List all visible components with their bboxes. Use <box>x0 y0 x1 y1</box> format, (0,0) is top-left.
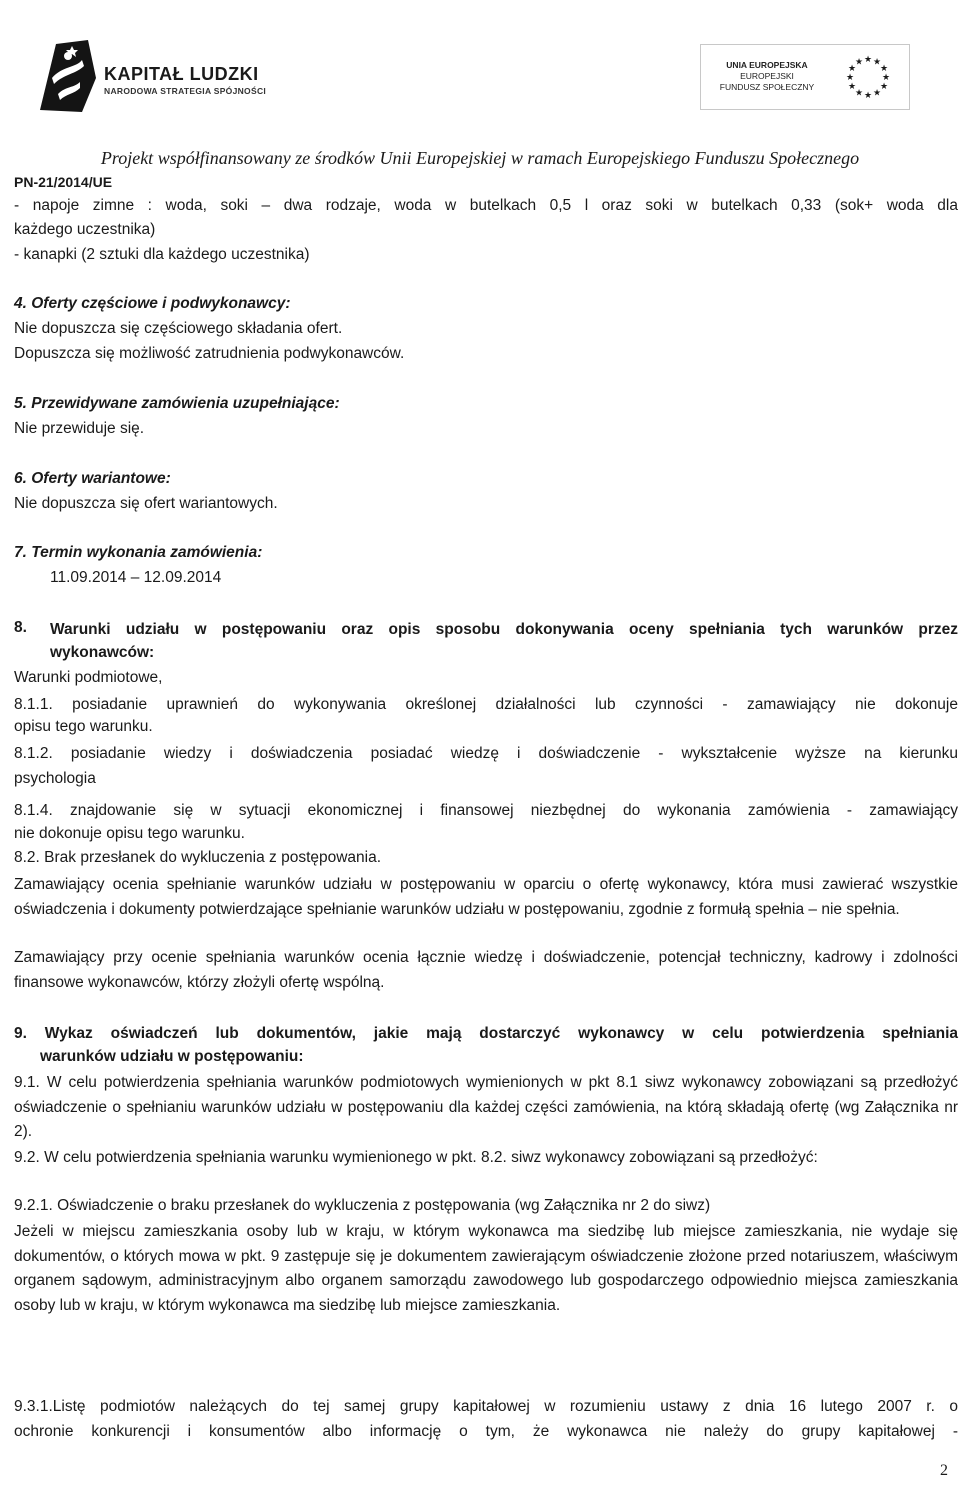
condition-812-line1: 8.1.2. posiadanie wiedzy i doświadczenia posiadać wiedzę i doświadczenie - wykształcenie wyższe na kierunku <box>14 745 958 762</box>
svg-text:★: ★ <box>872 88 882 99</box>
eu-logo-line1: UNIA EUROPEJSKA <box>726 60 808 70</box>
svg-text:★: ★ <box>854 88 864 99</box>
beverages-line1: - napoje zimne : woda, soki – dwa rodzaje, woda w butelkach 0,5 l oraz soki w butelkach 0,33 (sok+ woda dla <box>14 197 958 214</box>
section-9-heading-line2: warunków udziału w postępowaniu: <box>40 1048 304 1065</box>
eu-flag-icon <box>835 51 901 101</box>
section-5-heading: 5. Przewidywane zamówienia uzupełniające: <box>14 395 340 412</box>
section-5-text: Nie przewiduje się. <box>14 420 145 437</box>
item-931-line1: 9.3.1.Listę podmiotów należących do tej samej grupy kapitałowej w rozumieniu ustawy z dnia 16 lutego 2007 r. o <box>14 1398 958 1415</box>
section-6-heading: 6. Oferty wariantowe: <box>14 470 171 487</box>
eu-efs-logo <box>700 44 910 110</box>
eu-logo-line3: FUNDUSZ SPOŁECZNY <box>719 82 815 92</box>
condition-811-line1: 8.1.1. posiadanie uprawnień do wykonywania określonej działalności lub czynności - zamawiający nie dokonuje <box>14 696 958 713</box>
svg-text:★: ★ <box>854 57 864 68</box>
svg-text:★: ★ <box>847 64 857 74</box>
item-92-paragraph: Jeżeli w miejscu zamieszkania osoby lub w kraju, w którym wykonawca ma siedzibę lub miejsce zamieszkania, nie wydaje się dokumentów, o których mowa w pkt. 9 zastępuje się je dokumentem zawierającym oświadczenie złożone przed notariuszem, właściwym organem sądowym, administracyjnym albo organem samorządu zawodowego lub gospodarczego odpowiednio miejsca zamieszkania osoby lub w kraju, w którym wykonawca ma siedzibę lub miejsce zamieszkania. <box>14 1223 958 1314</box>
svg-text:★: ★ <box>879 82 889 92</box>
section-7-heading: 7. Termin wykonania zamówienia: <box>14 544 263 561</box>
condition-82: 8.2. Brak przesłanek do wykluczenia z postępowania. <box>14 849 382 866</box>
beverages-line2: każdego uczestnika) <box>14 221 156 238</box>
section-8-subject: Warunki podmiotowe, <box>14 669 163 686</box>
section-8-paragraph1: Zamawiający ocenia spełnianie warunków udziału w postępowaniu w oparciu o ofertę wykonawcy, która musi zawierać wszystkie oświadczenia i dokumenty potwierdzające spełnianie warunków udziału w postępowaniu, zgodnie z formułą spełnia – nie spełnia. <box>14 876 958 918</box>
condition-812-line2: psychologia <box>14 770 96 787</box>
sandwiches-line: - kanapki (2 sztuki dla każdego uczestnika) <box>14 246 310 263</box>
item-92: 9.2. W celu potwierdzenia spełniania warunku wymienionego w pkt. 8.2. siwz wykonawcy zobowiązani są przedłożyć: <box>14 1149 818 1166</box>
section-4-text1: Nie dopuszcza się częściowego składania ofert. <box>14 320 343 337</box>
svg-text:★: ★ <box>847 82 857 92</box>
kapital-ludzki-name: KAPITAŁ LUDZKI <box>104 64 259 84</box>
svg-text:★: ★ <box>881 73 891 83</box>
section-7-dates: 11.09.2014 – 12.09.2014 <box>50 569 222 586</box>
section-4-heading: 4. Oferty częściowe i podwykonawcy: <box>14 295 291 312</box>
section-8-number: 8. <box>14 619 27 636</box>
condition-811-line2: opisu tego warunku. <box>14 718 153 735</box>
svg-text:★: ★ <box>863 55 873 65</box>
item-91: 9.1. W celu potwierdzenia spełniania warunków podmiotowych wymienionych w pkt 8.1 siwz wykonawcy zobowiązani są przedłożyć oświadczenie o spełnianiu warunków udziału w postępowaniu dla każdej części zamówienia, na którą składają ofertę (wg Załącznika nr 2). <box>14 1074 958 1141</box>
svg-text:★: ★ <box>879 64 889 74</box>
kapital-ludzki-subtitle: NARODOWA STRATEGIA SPÓJNOŚCI <box>104 86 267 96</box>
document-reference: PN-21/2014/UE <box>14 174 113 190</box>
section-6-text: Nie dopuszcza się ofert wariantowych. <box>14 495 278 512</box>
condition-814-line1: 8.1.4. znajdowanie się w sytuacji ekonomicznej i finansowej niezbędnej do wykonania zamówienia - zamawiający <box>14 802 958 819</box>
condition-814-line2: nie dokonuje opisu tego warunku. <box>14 825 245 842</box>
eu-logo-line2: EUROPEJSKI <box>740 71 794 81</box>
section-8-heading-line1: Warunki udziału w postępowaniu oraz opis sposobu dokonywania oceny spełniania tych warunków przez <box>50 621 958 638</box>
kapital-ludzki-logo <box>38 38 278 119</box>
funding-statement: Projekt współfinansowany ze środków Unii Europejskiej w ramach Europejskiego Funduszu Społecznego <box>100 148 860 168</box>
item-921: 9.2.1. Oświadczenie o braku przesłanek do wykluczenia z postępowania (wg Załącznika nr 2 do siwz) <box>14 1197 711 1214</box>
svg-text:★: ★ <box>845 73 855 83</box>
svg-text:★: ★ <box>863 91 873 101</box>
item-931-line2: ochronie konkurencji i konsumentów albo informację o tym, że wykonawca nie należy do grupy kapitałowej - <box>14 1423 958 1440</box>
svg-text:★: ★ <box>872 57 882 68</box>
page-number: 2 <box>940 1462 948 1479</box>
section-9-heading-line1: 9. Wykaz oświadczeń lub dokumentów, jakie mają dostarczyć wykonawcy w celu potwierdzenia spełniania <box>14 1025 958 1042</box>
section-8-paragraph2: Zamawiający przy ocenie spełniania warunków ocenia łącznie wiedzę i doświadczenie, potencjał techniczny, kadrowy i zdolności finansowe wykonawców, którzy złożyli ofertę wspólną. <box>14 949 958 991</box>
section-4-text2: Dopuszcza się możliwość zatrudnienia podwykonawców. <box>14 345 405 362</box>
section-8-heading-line2: wykonawców: <box>50 644 155 661</box>
